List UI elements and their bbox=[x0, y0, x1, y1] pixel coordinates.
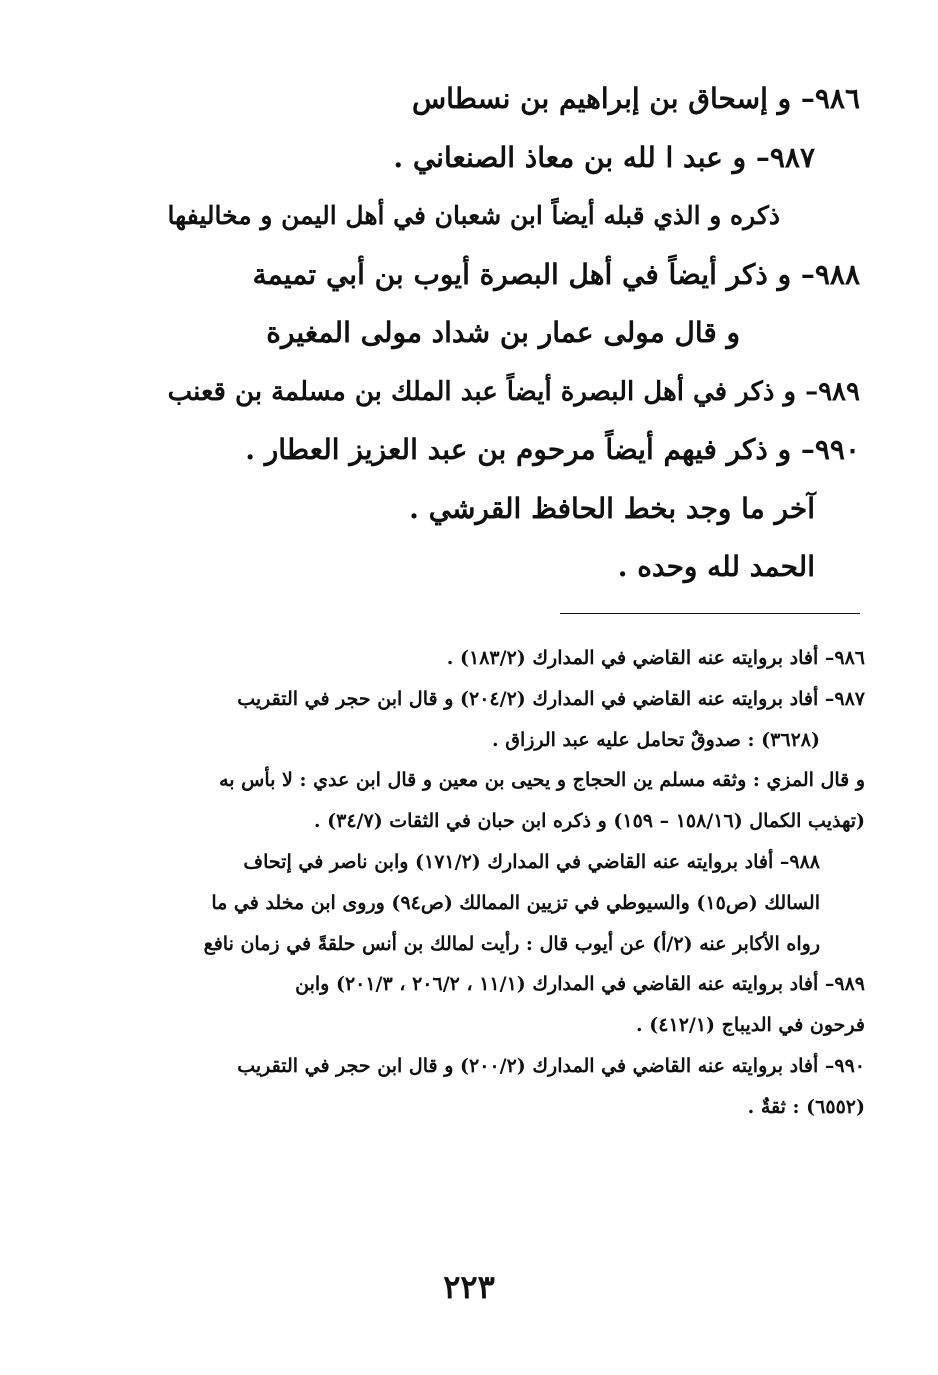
footnote-line: ٩٨٧– أفاد بروايته عنه القاضي في المدارك (٢٠٤/٢) و قال ابن حجر في التقريب bbox=[237, 687, 865, 710]
footnote-line: ٩٨٨– أفاد بروايته عنه القاضي في المدارك (١٧١/٢) وابن ناصر في إتحاف bbox=[243, 850, 820, 873]
footnote-line: (٦٥٥٢) : ثقةٌ . bbox=[747, 1095, 865, 1118]
entry-986: ٩٨٦– و إسحاق بن إبراهيم بن نسطاس bbox=[411, 82, 860, 115]
page-number: ٢٢٣ bbox=[443, 1268, 495, 1306]
colophon-line: آخر ما وجد بخط الحافظ القرشي . bbox=[409, 491, 815, 525]
footnote-line: و قال المزي : وثقه مسلم ين الحجاج و يحيى بن معين و قال ابن عدي : لا بأس به bbox=[219, 769, 865, 792]
main-text bbox=[160, 70, 860, 597]
footnote-line: ٩٨٩– أفاد بروايته عنه القاضي في المدارك (١١/١ ، ٢٠٦/٢ ، ٢٠١/٣) وابن bbox=[295, 973, 865, 996]
entry-990: ٩٩٠– و ذكر فيهم أيضاً مرحوم بن عبد العزيز العطار . bbox=[245, 433, 860, 466]
footnote-line: ٩٨٦– أفاد بروايته عنه القاضي في المدارك (١٨٣/٢) . bbox=[446, 647, 865, 669]
footnote-line: (تهذيب الكمال (١٥٨/١٦ – ١٥٩) و ذكره ابن حبان في الثقات (٣٤/٧) . bbox=[313, 810, 865, 833]
entry-988-note: و قال مولى عمار بن شداد مولى المغيرة bbox=[266, 316, 740, 349]
entry-989: ٩٨٩– و ذكر في أهل البصرة أيضاً عبد الملك بن مسلمة بن قعنب bbox=[167, 376, 860, 407]
footnote-line: السالك (ص١٥) والسيوطي في تزيين الممالك (ص٩٤) وروى ابن مخلد في ما bbox=[211, 891, 820, 914]
closing-line: الحمد لله وحده . bbox=[617, 550, 815, 583]
footnote-line: (٣٦٢٨) : صدوقٌ تحامل عليه عبد الرزاق . bbox=[491, 728, 820, 751]
entry-987-note: ذكره و الذي قبله أيضاً ابن شعبان في أهل اليمن و مخاليفها bbox=[167, 201, 780, 230]
footnotes bbox=[160, 638, 865, 1128]
entry-988: ٩٨٨– و ذكر أيضاً في أهل البصرة أيوب بن أبي تميمة bbox=[252, 257, 860, 291]
footnote-line: فرحون في الديباج (٤١٢/١) . bbox=[636, 1014, 865, 1037]
footnote-line: ٩٩٠– أفاد بروايته عنه القاضي في المدارك (٢٠٠/٢) و قال ابن حجر في التقريب bbox=[237, 1054, 865, 1077]
entry-987: ٩٨٧– و عبد ا لله بن معاذ الصنعاني . bbox=[393, 140, 815, 174]
footnote-line: رواه الأكابر عنه (٢/أ) عن أيوب قال : رأيت لمالك بن أنس حلقةً في زمان نافع bbox=[203, 932, 820, 955]
footnote-separator bbox=[560, 613, 860, 614]
